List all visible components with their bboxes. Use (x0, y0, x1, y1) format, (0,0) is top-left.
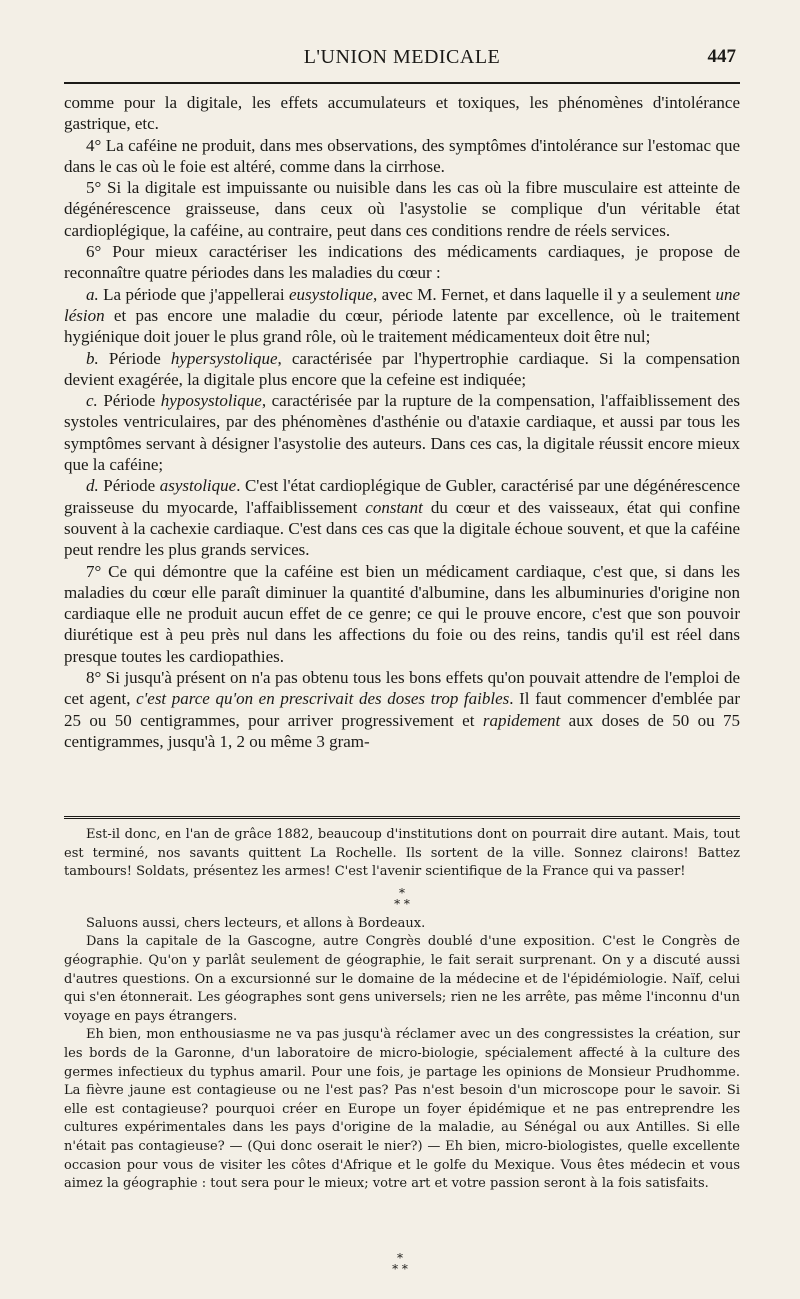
feuilleton-rule (64, 816, 740, 821)
feuilleton-paragraph-3: Dans la capitale de la Gascogne, autre Congrès doublé d'une exposition. C'est le Congrès de géographie. Qu'on y parlât seulement de géographie, le fait serait surprenant. On y a discuté aussi d'autres questions. On a excursionné sur le domaine de la médecine et de l'épidémiologie. Naïf, celui qui s'en étonnerait. Les géographes sont gens universels; rien ne les arrête, pas même l'inconnu d'un voyage en pays étrangers. (64, 934, 740, 1024)
paragraph-4: 4° La caféine ne produit, dans mes observations, des symptômes d'intolérance sur l'estomac que dans le cas où le foie est altéré, comme dans la cirrhose. (64, 135, 740, 176)
feuilleton-section (64, 826, 740, 1194)
feuilleton-paragraph-2: Saluons aussi, chers lecteurs, et allons à Bordeaux. (86, 915, 426, 931)
header-rule (64, 82, 740, 84)
paragraph-7: 7° Ce qui démontre que la caféine est bien un médicament cardiaque, c'est que, si dans les maladies du cœur elle paraît diminuer la quantité d'albumine, dans les albuminuries d'origine non cardiaque elle ne produit aucun effet de ce genre; ce qui le prouve encore, c'est que son pouvoir diurétique est à peu près nul dans les affections du foie ou des reins, tandis qu'il est réel dans presque toutes les cardiopathies. (64, 561, 740, 666)
paragraph-intolerance-end: comme pour la digitale, les effets accumulateurs et toxiques, les phénomènes d'intolérance gastrique, etc. (64, 93, 740, 134)
feuilleton-paragraph-1: Est-il donc, en l'an de grâce 1882, beaucoup d'institutions dont on pourrait dire autant. Mais, tout est terminé, nos savants quittent La Rochelle. Ils sortent de la ville. Sonnez clairons! Battez tambours! Soldats, présentez les armes! C'est l'avenir scientifique de la France qui va passer! (64, 827, 740, 880)
period-letter: d. (86, 476, 99, 496)
paragraph-period-b: b. Période hypersystolique, caractérisée par l'hypertrophie cardiaque. Si la compensation devient exagérée, la digitale plus encore que la cefeine est indiquée; (64, 348, 740, 389)
period-letter: c. (86, 391, 98, 411)
paragraph-period-d: d. Période asystolique. C'est l'état cardioplégique de Gubler, caractérisé par une dégénérescence graisseuse du myocarde, l'affaiblissement constant du cœur et des vaisseaux, état qui confine souvent à la cachexie cardiaque. C'est dans ces cas que la digitale échoue souvent, et que la caféine peut rendre les plus grands services. (64, 476, 740, 560)
period-letter: b. (86, 348, 99, 368)
main-article (64, 92, 740, 752)
paragraph-period-a: a. La période que j'appellerai eusystolique, avec M. Fernet, et dans laquelle il y a seulement une lésion et pas encore une maladie du cœur, période latente par excellence, où le traitement hygiénique doit jouer le plus grand rôle, où le traitement médicamenteux doit être nul; (64, 284, 740, 347)
paragraph-8: 8° Si jusqu'à présent on n'a pas obtenu tous les bons effets qu'on pouvait attendre de l'emploi de cet agent, c'est parce qu'on en prescrivait des doses trop faibles. Il faut commencer d'emblée par 25 ou 50 centigrammes, pour arriver progressivement et rapidement aux doses de 50 ou 75 centigrammes, jusqu'à 1, 2 ou même 3 gram- (64, 668, 741, 751)
running-title: L'UNION MEDICALE (303, 46, 501, 68)
period-letter: a. (86, 284, 99, 304)
page-header (64, 46, 740, 76)
paragraph-6: 6° Pour mieux caractériser les indications des médicaments cardiaques, je propose de reconnaître quatre périodes dans les maladies du cœur : (64, 242, 740, 283)
bottom-stars: * * * (392, 1251, 408, 1276)
paragraph-period-c: c. Période hyposystolique, caractérisée par la rupture de la compensation, l'affaiblissement des systoles ventriculaires, par des phénomènes d'asthénie ou d'ataxie cardiaque, et aussi par tous les symptômes servant à désigner l'asystolie des auteurs. Dans ces cas, la digitale réussit encore mieux que la caféine; (64, 391, 741, 475)
feuilleton-paragraph-4: Eh bien, mon enthousiasme ne va pas jusqu'à réclamer avec un des congressistes la création, sur les bords de la Garonne, d'un laboratoire de micro-biologie, spécialement affecté à la culture des germes infectieux du typhus amaril. Pour une fois, je partage les opinions de Monsieur Prudhomme. La fièvre jaune est contagieuse ou ne l'est pas? Pas n'est besoin d'un microscope pour le savoir. Si elle est contagieuse? pourquoi créer en Europe un foyer épidémique et ne pas entreprendre les cultures expérimentales dans les pays d'origine de la maladie, au Sénégal ou aux Antilles. Si elle n'était pas contagieuse? — (Qui donc oserait le nier?) — Eh bien, micro-biologistes, quelle excellente occasion pour vous de visiter les côtes d'Afrique et le golfe du Mexique. Vous êtes médecin et vous aimez la géographie : tout sera pour le mieux; votre art et votre passion seront à la fois satisfaits. (64, 1027, 740, 1192)
paragraph-5: 5° Si la digitale est impuissante ou nuisible dans les cas où la fibre musculaire est atteinte de dégénérescence graisseuse, dans ceux où l'asystolie se complique d'un véritable état cardioplégique, la caféine, au contraire, peut dans ces conditions rendre de réels services. (64, 178, 740, 240)
section-stars: * * * (394, 885, 410, 911)
page-number: 447 (707, 46, 736, 67)
